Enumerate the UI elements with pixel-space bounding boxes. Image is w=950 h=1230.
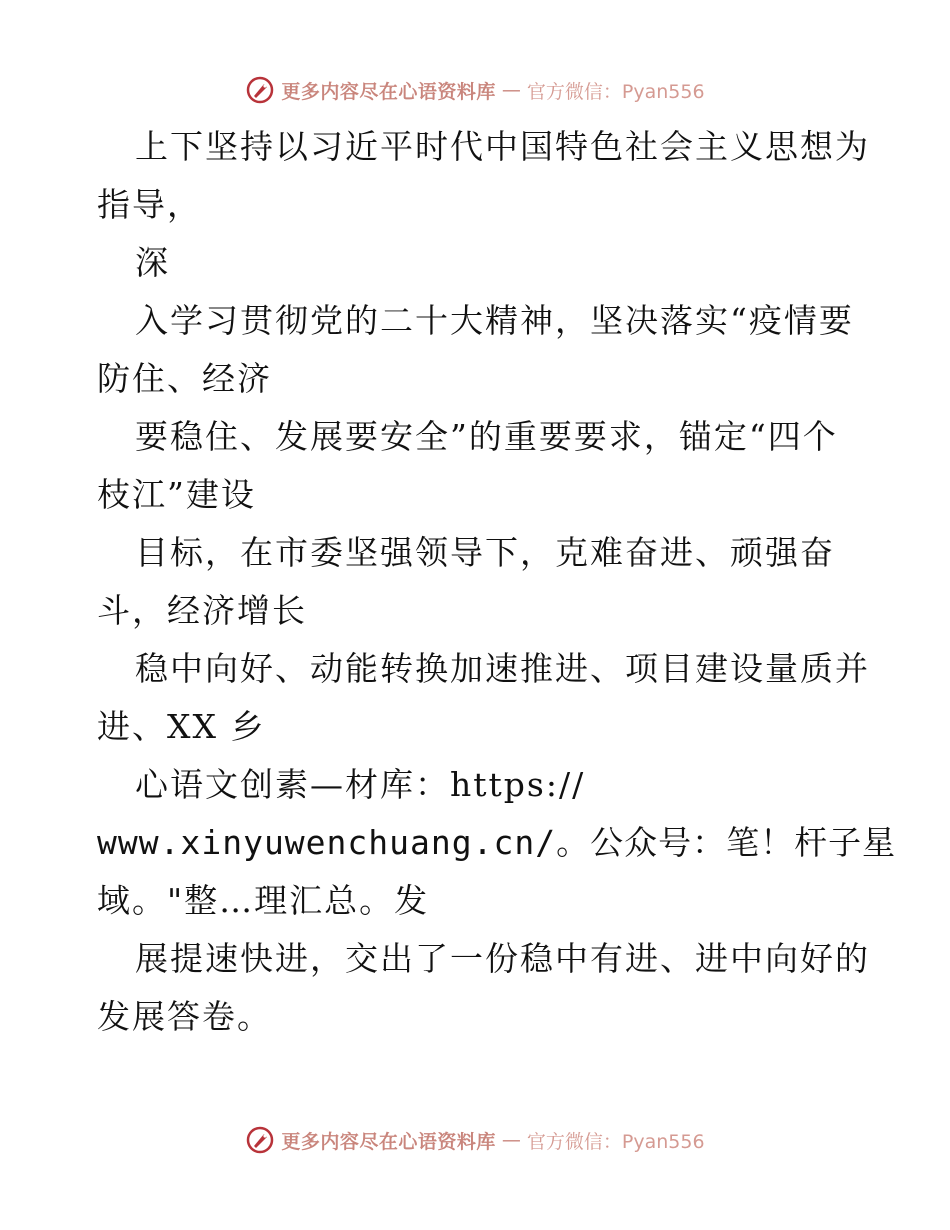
pen-nib-logo-icon bbox=[245, 1125, 275, 1155]
body-line-3: 深 bbox=[135, 243, 170, 282]
footer-contact-text: 官方微信：Pyan556 bbox=[526, 1130, 705, 1153]
body-line-13: www.xinyuwenchuang.cn/。公众号：笔！杆子星 bbox=[97, 823, 897, 862]
header-brand-text: 更多内容尽在心语资料库 bbox=[281, 80, 496, 103]
header-contact-text: 官方微信：Pyan556 bbox=[526, 80, 705, 103]
body-line-9: 斗，经济增长 bbox=[97, 591, 307, 630]
body-line-6: 要稳住、发展要安全”的重要要求，锚定“四个 bbox=[135, 417, 838, 456]
footer-dash: — bbox=[501, 1129, 521, 1151]
body-line-5: 防住、经济 bbox=[97, 359, 272, 398]
document-body bbox=[97, 118, 897, 1046]
body-line-12: 心语文创素—材库：https:// bbox=[135, 765, 586, 804]
body-line-8: 目标，在市委坚强领导下，克难奋进、顽强奋 bbox=[135, 533, 835, 572]
pen-nib-logo-icon bbox=[245, 75, 275, 105]
header-watermark bbox=[0, 70, 950, 110]
body-line-11: 进、XX 乡 bbox=[97, 707, 266, 746]
body-line-14: 域。"整…理汇总。发 bbox=[97, 881, 430, 920]
footer-watermark bbox=[0, 1120, 950, 1160]
body-line-4: 入学习贯彻党的二十大精神，坚决落实“疫情要 bbox=[135, 301, 854, 340]
header-dash: — bbox=[501, 79, 521, 101]
body-line-16: 发展答卷。 bbox=[97, 997, 272, 1036]
body-line-7: 枝江”建设 bbox=[97, 475, 256, 514]
body-line-10: 稳中向好、动能转换加速推进、项目建设量质并 bbox=[135, 649, 870, 688]
body-line-2: 指导， bbox=[97, 185, 202, 224]
body-line-15: 展提速快进，交出了一份稳中有进、进中向好的 bbox=[135, 939, 870, 978]
body-line-1: 上下坚持以习近平时代中国特色社会主义思想为 bbox=[135, 127, 870, 166]
footer-brand-text: 更多内容尽在心语资料库 bbox=[281, 1130, 496, 1153]
